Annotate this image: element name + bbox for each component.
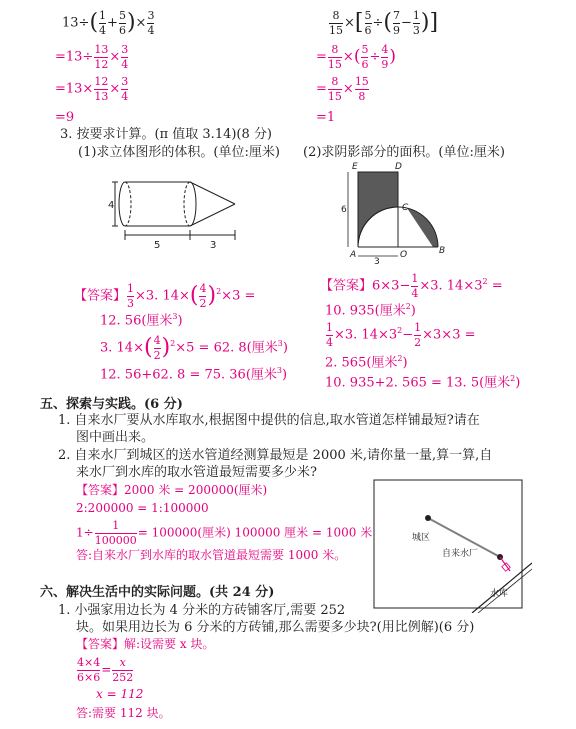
op: × xyxy=(344,15,355,31)
numerator: 1 xyxy=(414,321,422,334)
numerator: 3 xyxy=(121,43,129,56)
fraction xyxy=(121,44,128,70)
q3-ans1-line1 xyxy=(74,283,255,309)
denominator: 12 xyxy=(94,57,109,71)
calc-right-line4: =1 xyxy=(316,110,336,125)
fraction xyxy=(94,44,108,70)
q3-ans2-line3 xyxy=(325,322,476,348)
exponent: 2 xyxy=(510,374,516,383)
denominator: 6 xyxy=(118,23,126,37)
denominator: 4 xyxy=(121,57,129,71)
denominator: 4 xyxy=(147,23,155,37)
denominator: 6 xyxy=(364,23,372,37)
label-a: A xyxy=(350,250,357,260)
numerator: 8 xyxy=(331,75,339,88)
calc-text: =13× xyxy=(55,81,94,97)
bracket-right: ] xyxy=(429,10,439,36)
exponent: 2 xyxy=(482,277,488,287)
exponent: 2 xyxy=(397,326,403,336)
section5-ans-line1 xyxy=(76,484,267,496)
section6-q1-line1: 1. 小强家用边长为 4 分米的方砖铺客厅,需要 252 xyxy=(58,603,346,618)
op: × xyxy=(135,15,147,31)
fraction xyxy=(326,322,333,348)
calc-text: 12. 56(厘米 xyxy=(100,313,173,329)
numerator: 8 xyxy=(332,9,340,22)
numerator: 1 xyxy=(127,282,135,295)
denominator: 2 xyxy=(199,296,207,310)
section5-title: 五、探索与实践。(6 分) xyxy=(40,397,183,412)
shaded-figure xyxy=(338,160,498,265)
paren-left: ( xyxy=(189,283,199,309)
calc-text: 10. 935+2. 565 = 13. 5(厘米 xyxy=(325,375,511,391)
calc-text: 2000 米 = 200000(厘米) xyxy=(124,483,268,497)
calc-text: ×3. 14×3 xyxy=(334,327,398,343)
fraction xyxy=(154,335,161,361)
answer-tag: 【答案】 xyxy=(76,483,125,497)
paren-right: ) xyxy=(126,10,136,36)
section6-title: 六、解决生活中的实际问题。(共 24 分) xyxy=(40,585,275,600)
fig1-height-label: 4 xyxy=(108,200,115,211)
label-c: C xyxy=(402,203,409,213)
fraction xyxy=(121,76,128,102)
paren-right: ) xyxy=(161,335,171,361)
fraction xyxy=(112,657,133,683)
numerator: 4 xyxy=(381,43,389,56)
calc-text: ) xyxy=(177,313,183,329)
exponent: 2 xyxy=(405,302,411,311)
denominator: 3 xyxy=(412,23,420,37)
op: × xyxy=(109,81,121,97)
op: × xyxy=(342,49,354,65)
fraction xyxy=(411,273,418,299)
calc-text: ) xyxy=(402,355,408,371)
numerator: 3 xyxy=(147,9,155,22)
paren-right: ) xyxy=(389,46,396,67)
numerator: 4 xyxy=(153,334,161,347)
paren-right: ) xyxy=(420,10,430,36)
calc-right-line2 xyxy=(316,44,396,70)
label-e: E xyxy=(352,162,358,172)
q3-ans2-line1 xyxy=(320,273,503,299)
q3-ans2-line5 xyxy=(325,375,520,389)
q3-ans2-line2 xyxy=(325,303,416,317)
denominator: 9 xyxy=(393,23,400,37)
denominator: 9 xyxy=(381,57,389,71)
denominator: 4 xyxy=(411,286,419,300)
calc-text: 3. 14× xyxy=(100,340,144,356)
fraction xyxy=(381,44,388,70)
calc-text: − xyxy=(402,327,414,343)
denominator: 252 xyxy=(112,670,134,684)
bracket-left: [ xyxy=(354,10,364,36)
exponent: 3 xyxy=(172,312,178,321)
denominator: 2 xyxy=(153,348,161,362)
calc-text: ) xyxy=(282,340,288,356)
denominator: 2 xyxy=(414,335,422,349)
numerator: x xyxy=(119,656,126,669)
calc-right-line3 xyxy=(316,76,370,102)
calc-text: ) xyxy=(282,367,288,383)
denominator: 4 xyxy=(99,23,107,37)
calc-text: ×3. 14× xyxy=(135,288,190,304)
section6-ans-line2 xyxy=(76,657,134,683)
reservoir-map xyxy=(372,478,532,613)
numerator: 4×4 xyxy=(77,656,101,669)
section5-ans-line4: 答:自来水厂到水库的取水管道最短需要 1000 米。 xyxy=(76,548,347,562)
denominator: 100000 xyxy=(94,533,137,547)
denominator: 3 xyxy=(127,296,135,310)
paren-left: ( xyxy=(353,46,361,67)
answer-tag: 【答案】 xyxy=(320,278,373,294)
calc-text: ×5 = 62. 8(厘米 xyxy=(175,340,278,356)
section5-q1-line2: 图中画出来。 xyxy=(76,430,155,445)
q3-ans1-line4 xyxy=(100,367,287,381)
op: ÷ xyxy=(369,49,381,65)
calc-text: 解:设需要 x 块。 xyxy=(124,637,215,651)
op: × xyxy=(342,81,354,97)
exponent: 3 xyxy=(276,366,282,375)
calc-text: 2. 565(厘米 xyxy=(325,355,398,371)
fraction xyxy=(119,10,126,36)
calc-text: ) xyxy=(515,375,521,391)
q3-sub2: (2)求阴影部分的面积。(单位:厘米) xyxy=(303,145,505,160)
section5-q2-line2: 来水厂到水库的取水管道最短需要多少米? xyxy=(76,465,317,480)
q3-ans1-line2 xyxy=(100,313,183,327)
paren-left: ( xyxy=(89,10,99,36)
op: ÷ xyxy=(372,15,384,31)
numerator: 7 xyxy=(393,9,400,22)
solid-figure xyxy=(100,164,270,259)
label-o: O xyxy=(400,250,408,260)
numerator: 4 xyxy=(199,282,207,295)
numerator: 5 xyxy=(364,9,372,22)
calc-left-line4: =9 xyxy=(55,110,75,125)
fraction xyxy=(127,283,134,309)
q3-title: 3. 按要求计算。(π 值取 3.14)(8 分) xyxy=(60,127,272,142)
q3-ans1-line3 xyxy=(100,335,288,361)
calc-left-line2 xyxy=(55,44,129,70)
denominator: 4 xyxy=(326,335,333,349)
numerator: 13 xyxy=(94,43,109,56)
fraction xyxy=(361,44,368,70)
numerator: 1 xyxy=(411,272,419,285)
fraction xyxy=(414,322,421,348)
op: − xyxy=(401,15,412,31)
op: + xyxy=(107,15,118,31)
denominator: 4 xyxy=(121,89,129,103)
calc-text: ) xyxy=(410,303,416,319)
denominator: 6 xyxy=(361,57,369,71)
calc-text: = 100000(厘米) 100000 厘米 = 1000 米 xyxy=(137,525,373,540)
section5-q1-line1: 1. 自来水厂要从水库取水,根据图中提供的信息,取水管道怎样铺最短?请在 xyxy=(58,413,480,428)
fraction xyxy=(329,10,343,36)
numerator: 5 xyxy=(118,9,126,22)
calc-text: = xyxy=(316,81,327,97)
calc-text: ×3. 14×3 xyxy=(419,278,483,294)
fig1-len-b-label: 3 xyxy=(210,240,217,251)
calc-text: = xyxy=(316,49,327,65)
answer-tag: 【答案】 xyxy=(76,637,125,651)
numerator: 1 xyxy=(326,321,333,334)
denominator: 6×6 xyxy=(77,670,101,684)
denominator: 13 xyxy=(94,89,109,103)
fraction xyxy=(199,283,206,309)
calc-text: 12. 56+62. 8 = 75. 36(厘米 xyxy=(100,367,277,383)
label-b: B xyxy=(439,246,446,256)
calc-text: ×3 = xyxy=(221,288,256,304)
calc-text: =13÷ xyxy=(55,49,94,65)
numerator: 15 xyxy=(354,75,369,88)
calc-right-line1 xyxy=(328,10,438,36)
exponent: 2 xyxy=(397,354,403,363)
numerator: 1 xyxy=(99,9,107,22)
section5-ans-line2: 2:200000 = 1:100000 xyxy=(76,501,209,515)
fraction xyxy=(99,10,106,36)
calc-left-line3 xyxy=(55,76,129,102)
calc-text: = xyxy=(487,278,503,294)
section6-q1-line2: 块。如果用边长为 6 分米的方砖铺,那么需要多少块?(用比例解)(6 分) xyxy=(76,620,475,635)
fraction xyxy=(95,520,137,546)
map-reservoir-label: 水库 xyxy=(490,589,509,599)
numerator: 5 xyxy=(361,43,369,56)
denominator: 15 xyxy=(329,23,343,37)
numerator: 8 xyxy=(331,43,339,56)
fraction xyxy=(413,10,420,36)
fraction xyxy=(328,76,342,102)
paren-left: ( xyxy=(143,335,153,361)
q3-ans2-line4 xyxy=(325,355,408,369)
fraction xyxy=(94,76,108,102)
calc-text: 10. 935(厘米 xyxy=(325,303,406,319)
denominator: 15 xyxy=(327,57,342,71)
op: × xyxy=(109,49,121,65)
calc-left-line1 xyxy=(62,10,155,36)
fraction xyxy=(393,10,400,36)
fraction xyxy=(355,76,369,102)
paren-left: ( xyxy=(383,10,392,36)
calc-text: 6×3− xyxy=(372,278,411,294)
answer-tag: 【答案】 xyxy=(74,288,127,304)
fraction xyxy=(328,44,342,70)
numerator: 3 xyxy=(121,75,129,88)
section6-ans-line3: x = 112 xyxy=(96,687,144,701)
fraction xyxy=(365,10,372,36)
label-d: D xyxy=(395,162,402,172)
fig1-len-a-label: 5 xyxy=(154,240,161,251)
numerator: 1 xyxy=(112,519,120,532)
fig2-side-label: 6 xyxy=(341,205,347,215)
section6-ans-line4: 答:需要 112 块。 xyxy=(76,706,171,720)
map-plant-label: 自来水厂 xyxy=(442,549,479,559)
calc-text: = xyxy=(101,662,112,677)
calc-text: ×3×3 = xyxy=(422,327,476,343)
numerator: 12 xyxy=(94,75,109,88)
section6-ans-line1 xyxy=(76,638,214,650)
fraction xyxy=(147,10,154,36)
section5-ans-line3 xyxy=(76,520,372,546)
section5-q2-line1: 2. 自来水厂到城区的送水管道经测算最短是 2000 米,请你量一量,算一算,自 xyxy=(58,448,493,463)
denominator: 8 xyxy=(358,89,366,103)
paren-right: ) xyxy=(207,283,217,309)
calc-text: 13÷ xyxy=(62,15,90,31)
exponent: 2 xyxy=(216,287,222,297)
fig2-base-label: 3 xyxy=(374,257,380,265)
denominator: 15 xyxy=(327,89,342,103)
numerator: 1 xyxy=(412,9,420,22)
fraction xyxy=(77,657,100,683)
exponent: 2 xyxy=(170,339,176,349)
calc-text: 1÷ xyxy=(76,525,94,540)
q3-sub1: (1)求立体图形的体积。(单位:厘米) xyxy=(78,145,280,160)
exponent: 3 xyxy=(277,339,283,349)
map-city-label: 城区 xyxy=(412,533,431,543)
